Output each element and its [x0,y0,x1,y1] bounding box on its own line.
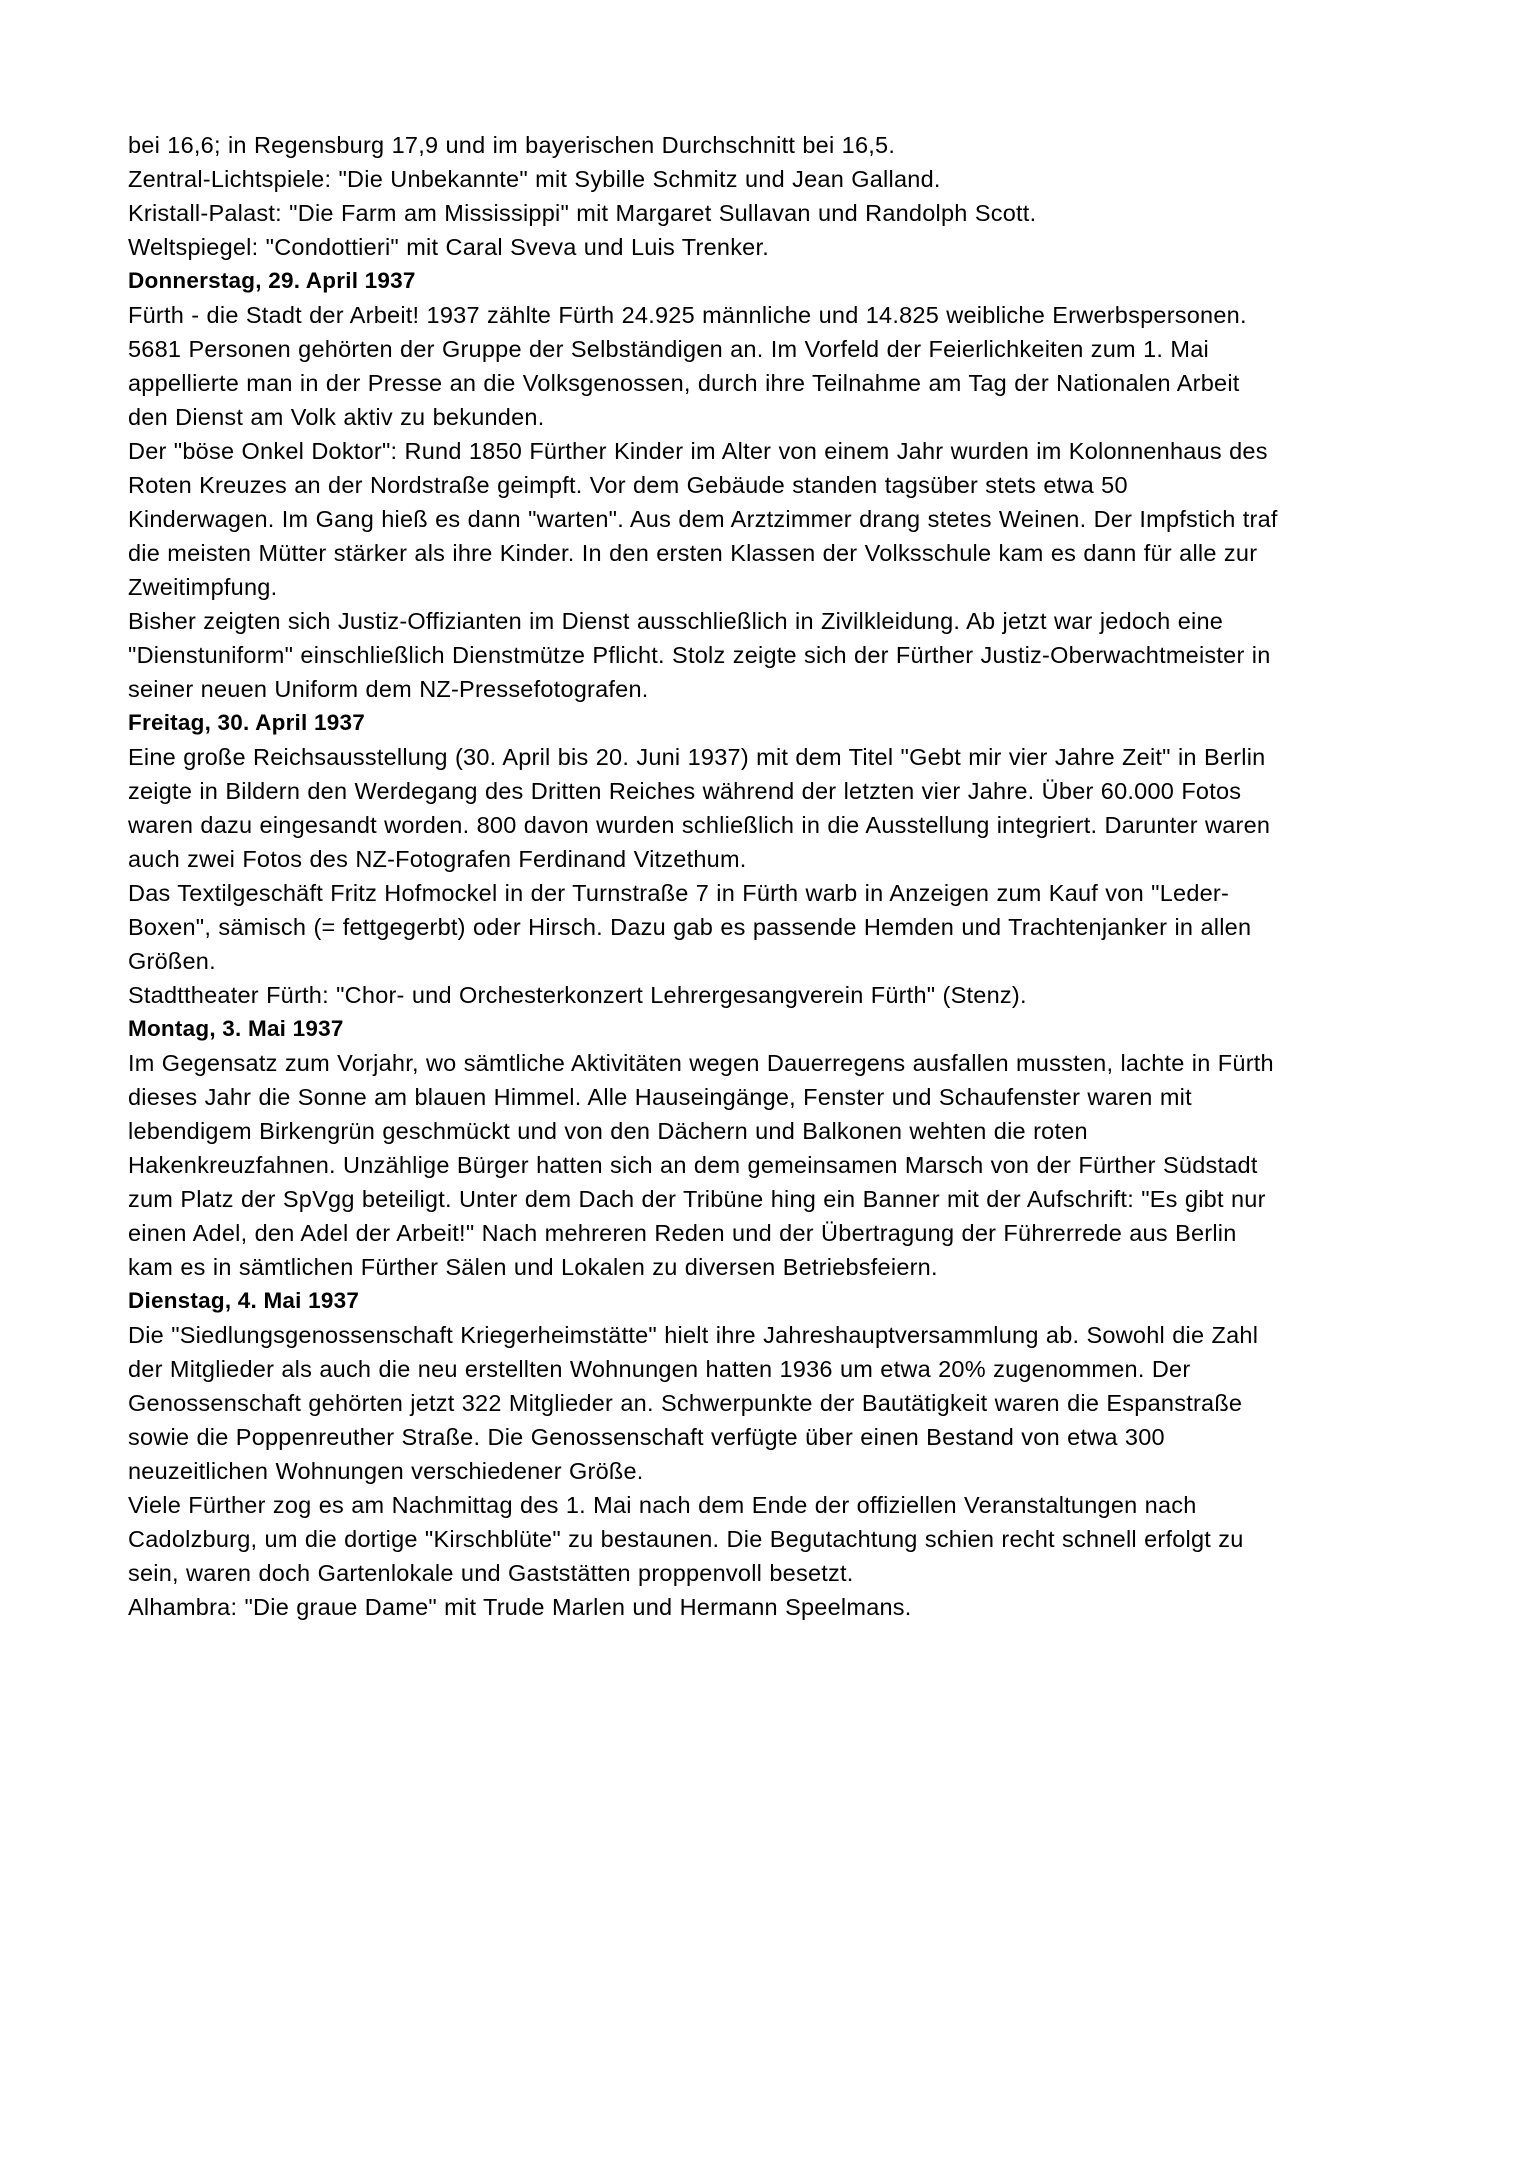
entry-paragraph-1: Fürth - die Stadt der Arbeit! 1937 zählte Fürth 24.925 männliche und 14.825 weibliche Erwerbspersonen. 5681 Personen gehörten der Gruppe der Selbständigen an. Im Vorfeld der Feierlichkeiten zum 1. Mai appellierte man in der Presse an die Volksgenossen, durch ihre Teilnahme am Tag der Nationalen Arbeit den Dienst am Volk aktiv zu bekunden. Der "böse Onkel Doktor": Rund 1850 Fürther Kinder im Alter von einem Jahr wurden im Kolonnenhaus des Roten Kreuzes an der Nordstraße geimpft. Vor dem Gebäude standen tagsüber stets etwa 50 Kinderwagen. Im Gang hieß es dann "warten". Aus dem Arztzimmer drang stetes Weinen. Der Impfstich traf die meisten Mütter stärker als ihre Kinder. In den ersten Klassen der Volksschule kam es dann für alle zur Zweitimpfung. Bisher zeigten sich Justiz-Offizianten im Dienst ausschließlich in Zivilkleidung. Ab jetzt war jedoch eine "Dienstuniform" einschließlich Dienstmütze Pflicht. Stolz zeigte sich der Fürther Justiz-Oberwachtmeister in seiner neuen Uniform dem NZ-Pressefotografen. [128,302,1278,702]
date-heading-2: Freitag, 30. April 1937 [128,710,365,735]
document-body [128,128,1278,1624]
entry-paragraph-3: Im Gegensatz zum Vorjahr, wo sämtliche Aktivitäten wegen Dauerregens ausfallen mussten, lachte in Fürth dieses Jahr die Sonne am blauen Himmel. Alle Hauseingänge, Fenster und Schaufenster waren mit lebendigem Birkengrün geschmückt und von den Dächern und Balkonen wehten die roten Hakenkreuzfahnen. Unzählige Bürger hatten sich an dem gemeinsamen Marsch von der Fürther Südstadt zum Platz der SpVgg beteiligt. Unter dem Dach der Tribüne hing ein Banner mit der Aufschrift: "Es gibt nur einen Adel, den Adel der Arbeit!" Nach mehreren Reden und der Übertragung der Führerrede aus Berlin kam es in sämtlichen Fürther Sälen und Lokalen zu diversen Betriebsfeiern. [128,1050,1274,1280]
date-heading-1: Donnerstag, 29. April 1937 [128,268,416,293]
date-heading-3: Montag, 3. Mai 1937 [128,1016,344,1041]
intro-paragraph: bei 16,6; in Regensburg 17,9 und im bayerischen Durchschnitt bei 16,5. Zentral-Lichtspiele: "Die Unbekannte" mit Sybille Schmitz und Jean Galland. Kristall-Palast: "Die Farm am Mississippi" mit Margaret Sullavan und Randolph Scott. Weltspiegel: "Condottieri" mit Caral Sveva und Luis Trenker. [128,132,1037,260]
entry-paragraph-4: Die "Siedlungsgenossenschaft Kriegerheimstätte" hielt ihre Jahreshauptversammlung ab. Sowohl die Zahl der Mitglieder als auch die neu erstellten Wohnungen hatten 1936 um etwa 20% zugenommen. Der Genossenschaft gehörten jetzt 322 Mitglieder an. Schwerpunkte der Bautätigkeit waren die Espanstraße sowie die Poppenreuther Straße. Die Genossenschaft verfügte über einen Bestand von etwa 300 neuzeitlichen Wohnungen verschiedener Größe. Viele Fürther zog es am Nachmittag des 1. Mai nach dem Ende der offiziellen Veranstaltungen nach Cadolzburg, um die dortige "Kirschblüte" zu bestaunen. Die Begutachtung schien recht schnell erfolgt zu sein, waren doch Gartenlokale und Gaststätten proppenvoll besetzt. Alhambra: "Die graue Dame" mit Trude Marlen und Hermann Speelmans. [128,1322,1259,1620]
entry-paragraph-2: Eine große Reichsausstellung (30. April bis 20. Juni 1937) mit dem Titel "Gebt mir vier Jahre Zeit" in Berlin zeigte in Bildern den Werdegang des Dritten Reiches während der letzten vier Jahre. Über 60.000 Fotos waren dazu eingesandt worden. 800 davon wurden schließlich in die Ausstellung integriert. Darunter waren auch zwei Fotos des NZ-Fotografen Ferdinand Vitzethum. Das Textilgeschäft Fritz Hofmockel in der Turnstraße 7 in Fürth warb in Anzeigen zum Kauf von "Leder-Boxen", sämisch (= fettgegerbt) oder Hirsch. Dazu gab es passende Hemden und Trachtenjanker in allen Größen. Stadttheater Fürth: "Chor- und Orchesterkonzert Lehrergesangverein Fürth" (Stenz). [128,744,1271,1008]
date-heading-4: Dienstag, 4. Mai 1937 [128,1288,360,1313]
